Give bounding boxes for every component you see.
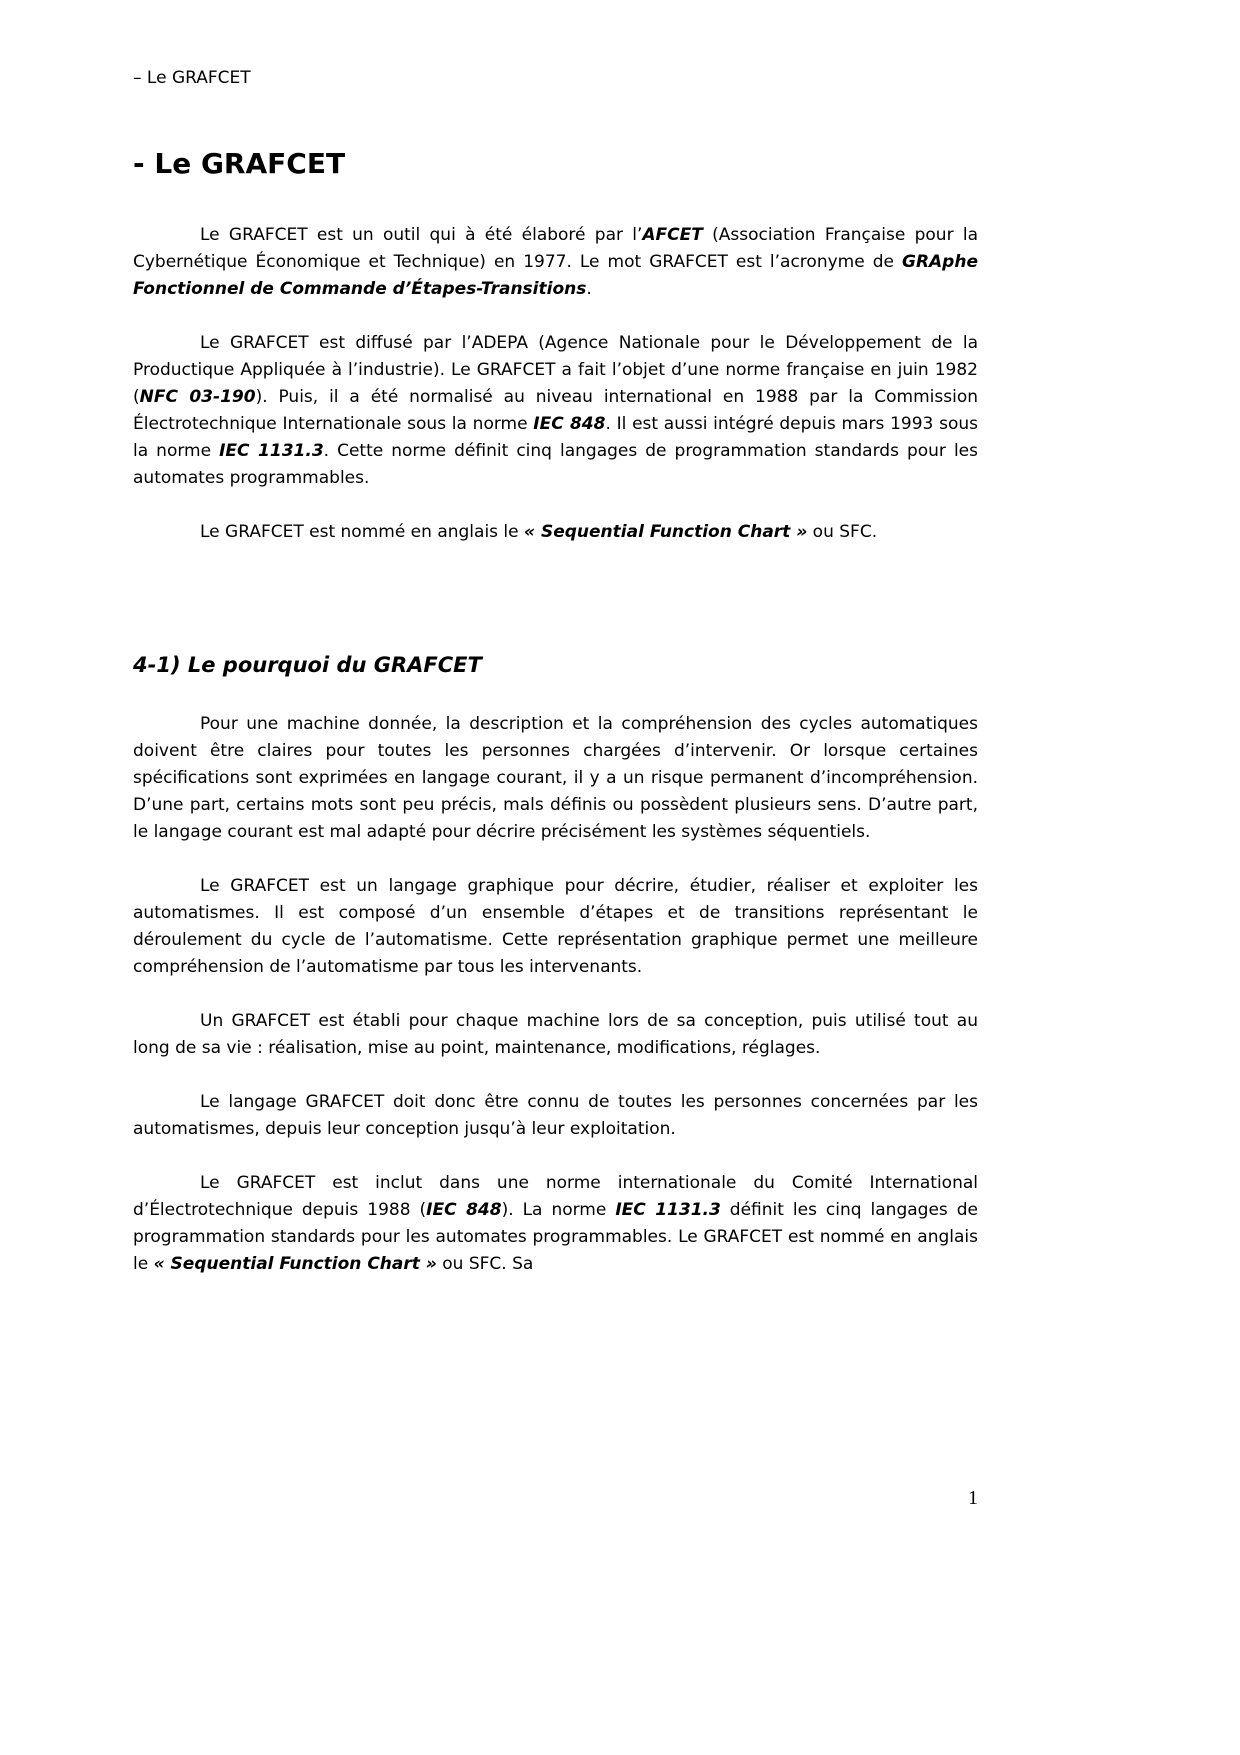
paragraph xyxy=(133,1089,978,1143)
page-number: 1 xyxy=(968,1487,978,1509)
text-run: . xyxy=(586,279,592,299)
text-run: Le GRAFCET est un langage graphique pour décrire, étudier, réaliser et exploiter les automatismes. Il est composé d’un ensemble d’étapes et de transitions représentant le déroulement du cycle de l’automatisme. Cette représentation graphique permet une meilleure compréhension de l’automatisme par tous les intervenants. xyxy=(133,876,978,977)
text-run: ). Puis, il a été normalisé au niveau international en 1988 par la Commission Électrotechnique Internationale sous la norme xyxy=(133,387,978,434)
emphasis-text: AFCET xyxy=(642,225,703,245)
document-body xyxy=(133,222,978,1278)
text-run: 4-1) Le pourquoi du GRAFCET xyxy=(133,653,482,677)
text-run: Le langage GRAFCET doit donc être connu de toutes les personnes concernées par les automatismes, depuis leur conception jusqu’à leur exploitation. xyxy=(133,1092,978,1139)
text-run: Le GRAFCET est diffusé par l’ADEPA (Agence Nationale pour le Développement de la Productique Appliquée à l’industrie). Le GRAFCET a fait l’objet d’une norme française en juin 1982 ( xyxy=(133,333,978,407)
emphasis-text: IEC 848 xyxy=(426,1200,502,1220)
paragraph xyxy=(133,873,978,981)
text-run: Pour une machine donnée, la description et la compréhension des cycles automatiques doivent être claires pour toutes les personnes chargées d’intervenir. Or lorsque certaines spécifications sont exprimées en langage courant, il y a un risque permanent d’incompréhension. D’une part, certains mots sont peu précis, mals définis ou possèdent plusieurs sens. D’autre part, le langage courant est mal adapté pour décrire précisément les systèmes séquentiels. xyxy=(133,714,978,842)
text-run: ou SFC. Sa xyxy=(436,1254,534,1274)
paragraph xyxy=(133,330,978,492)
text-run: Un GRAFCET est établi pour chaque machine lors de sa conception, puis utilisé tout au long de sa vie : réalisation, mise au point, maintenance, modifications, réglages. xyxy=(133,1011,978,1058)
text-run: ou SFC. xyxy=(807,522,878,542)
emphasis-text: NFC 03-190 xyxy=(139,387,256,407)
emphasis-text: GRAphe Fonctionnel de Commande d’Étapes-Transitions xyxy=(133,252,978,299)
emphasis-text: IEC 1131.3 xyxy=(219,441,324,461)
text-run: Le GRAFCET est inclut dans une norme internationale du Comité International d’Électrotechnique depuis 1988 ( xyxy=(133,1173,978,1220)
emphasis-text: « Sequential Function Chart » xyxy=(153,1254,437,1274)
text-run: ). La norme xyxy=(501,1200,616,1220)
text-run: Le GRAFCET est un outil qui à été élaboré par l’ xyxy=(200,225,643,245)
document-content xyxy=(133,148,978,1305)
text-run: . Cette norme définit cinq langages de programmation standards pour les automates programmables. xyxy=(133,441,978,488)
text-run: (Association Française pour la Cybernétique Économique et Technique) en 1977. Le mot GRAFCET est l’acronyme de xyxy=(133,225,978,272)
paragraph xyxy=(133,222,978,303)
text-run: définit les cinq langages de programmation standards pour les automates programmables. Le GRAFCET est nommé en anglais le xyxy=(133,1200,979,1274)
text-run: . Il est aussi intégré depuis mars 1993 sous la norme xyxy=(133,414,978,461)
text-run: Le GRAFCET est nommé en anglais le xyxy=(200,522,525,542)
document-title: - Le GRAFCET xyxy=(133,147,346,180)
emphasis-text: IEC 848 xyxy=(533,414,606,434)
emphasis-text: « Sequential Function Chart » xyxy=(524,522,808,542)
emphasis-text: IEC 1131.3 xyxy=(615,1200,721,1220)
paragraph xyxy=(133,711,978,846)
running-header: – Le GRAFCET xyxy=(133,68,251,88)
paragraph xyxy=(133,1170,978,1278)
paragraph xyxy=(133,1008,978,1062)
paragraph xyxy=(133,519,978,546)
section-heading xyxy=(133,651,978,679)
